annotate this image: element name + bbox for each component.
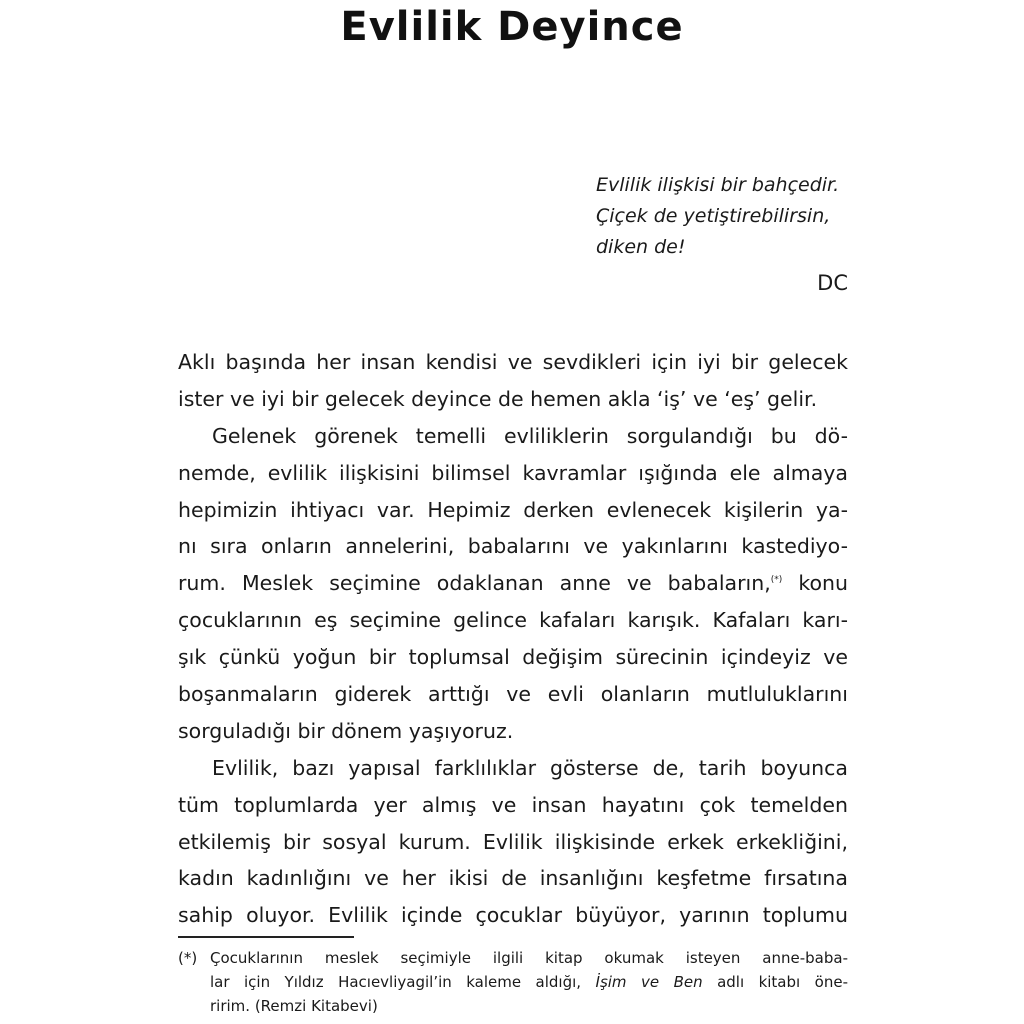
body-line: Evlilik, bazı yapısal farklılıklar gösterse de, tarih boyunca [212, 755, 848, 780]
body-line: boşanmaların giderek arttığı ve evli olanların mutluluklarını [178, 682, 848, 707]
footnote [178, 946, 848, 1018]
body-line: çocuklarının eş seçimine gelince kafaları karışık. Kafaları karı- [178, 608, 848, 633]
footnote-line: ririm. (Remzi Kitabevi) [210, 997, 378, 1015]
footnote-line-part: adlı kitabı öne- [717, 973, 848, 991]
body-line: nemde, evlilik ilişkisini bilimsel kavramlar ışığında ele almaya [178, 460, 848, 485]
body-line: şık çünkü yoğun bir toplumsal değişim sürecinin içindeyiz ve [178, 645, 848, 670]
body-line-with-ref [178, 565, 848, 602]
footnote-reference: (*) [770, 575, 783, 586]
body-line: Gelenek görenek temelli evliliklerin sorgulandığı bu dö- [212, 423, 848, 448]
body-line-part: rum. Meslek seçimine odaklanan anne ve babaların, [178, 571, 771, 596]
body-line: tüm toplumlarda yer almış ve insan hayatını çok temelden [178, 792, 848, 817]
epigraph-author: DC [817, 271, 848, 295]
body-line: sahip oluyor. Evlilik içinde çocuklar büyüyor, yarının toplumu [178, 903, 848, 928]
footnote-divider [178, 936, 354, 938]
body-line: ister ve iyi bir gelecek deyince de hemen akla ‘iş’ ve ‘eş’ gelir. [178, 386, 818, 411]
footnote-book-title: İşim ve Ben [595, 973, 703, 991]
footnote-line: Çocuklarının meslek seçimiyle ilgili kitap okumak isteyen anne-baba- [210, 949, 848, 967]
epigraph [596, 170, 856, 263]
epigraph-line: Evlilik ilişkisi bir bahçedir. [596, 174, 840, 196]
body-line: sorguladığı bir dönem yaşıyoruz. [178, 718, 514, 743]
footnote-marker: (*) [178, 949, 198, 967]
chapter-title: Evlilik Deyince [340, 4, 684, 50]
body-line: hepimizin ihtiyacı var. Hepimiz derken evlenecek kişilerin ya- [178, 497, 848, 522]
footnote-line-part: lar için Yıldız Hacıevliyagil’in kaleme aldığı, [210, 973, 582, 991]
footnote-text [210, 946, 848, 1018]
body-text [178, 344, 848, 934]
body-line-part: konu [798, 571, 848, 596]
epigraph-line: diken de! [596, 236, 686, 258]
footnote-line [210, 970, 848, 994]
epigraph-line: Çiçek de yetiştirebilirsin, [596, 205, 831, 227]
body-line: Aklı başında her insan kendisi ve sevdikleri için iyi bir gelecek [178, 350, 848, 374]
body-line: nı sıra onların annelerini, babalarını ve yakınlarını kastediyo- [178, 534, 848, 559]
body-line: kadın kadınlığını ve her ikisi de insanlığını keşfetme fırsatına [178, 866, 848, 891]
body-line: etkilemiş bir sosyal kurum. Evlilik ilişkisinde erkek erkekliğini, [178, 829, 848, 854]
